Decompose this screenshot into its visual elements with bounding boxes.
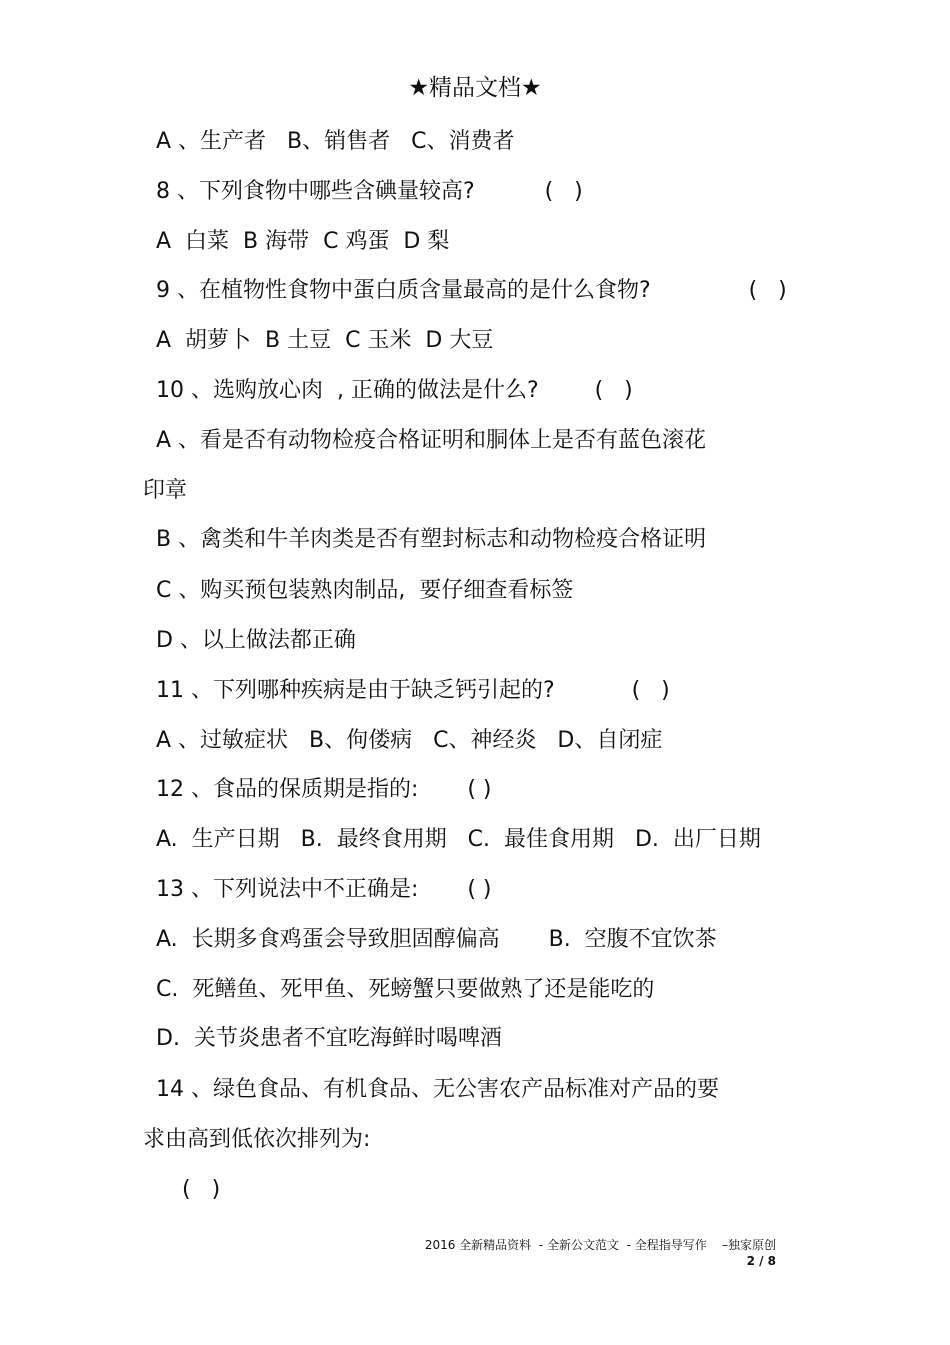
text-line: A 、看是否有动物检疫合格证明和胴体上是否有蓝色滚花 (156, 428, 707, 453)
text-line: 10 、选购放心肉 , 正确的做法是什么? ( ) (156, 378, 633, 403)
text-line: A 胡萝卜 B 土豆 C 玉米 D 大豆 (156, 328, 494, 353)
text-line: A. 生产日期 B. 最终食用期 C. 最佳食用期 D. 出厂日期 (156, 827, 761, 852)
text-line: C. 死鳝鱼、死甲鱼、死螃蟹只要做熟了还是能吃的 (156, 977, 655, 1002)
text-line: D 、以上做法都正确 (156, 628, 356, 653)
text-line: 求由高到低依次排列为: (143, 1127, 371, 1152)
text-line: ( ) (182, 1177, 221, 1202)
text-line: A. 长期多食鸡蛋会导致胆固醇偏高 B. 空腹不宜饮茶 (156, 927, 717, 952)
text-line: 14 、绿色食品、有机食品、无公害农产品标准对产品的要 (156, 1077, 719, 1102)
text-line: A 、过敏症状 B、佝偻病 C、神经炎 D、自闭症 (156, 728, 663, 753)
text-line: 9 、在植物性食物中蛋白质含量最高的是什么食物? ( ) (156, 278, 787, 303)
text-line: A 、生产者 B、销售者 C、消费者 (156, 129, 515, 154)
text-line: 8 、下列食物中哪些含碘量较高? ( ) (156, 179, 583, 204)
page-number: 2 / 8 (746, 1254, 776, 1268)
text-line: 13 、下列说法中不正确是: ( ) (156, 877, 492, 902)
text-line: A 白菜 B 海带 C 鸡蛋 D 梨 (156, 229, 450, 254)
page-header-title: ★精品文档★ (408, 75, 542, 101)
footer-text: 2016 全新精品资料 - 全新公文范文 - 全程指导写作 –独家原创 (424, 1238, 776, 1252)
text-line: 12 、食品的保质期是指的: ( ) (156, 777, 492, 802)
text-line: C 、购买预包装熟肉制品, 要仔细查看标签 (156, 578, 574, 603)
text-line: D. 关节炎患者不宜吃海鲜时喝啤酒 (156, 1026, 502, 1051)
text-line: B 、禽类和牛羊肉类是否有塑封标志和动物检疫合格证明 (156, 527, 707, 552)
text-line: 11 、下列哪种疾病是由于缺乏钙引起的? ( ) (156, 678, 670, 703)
text-line: 印章 (143, 478, 188, 503)
